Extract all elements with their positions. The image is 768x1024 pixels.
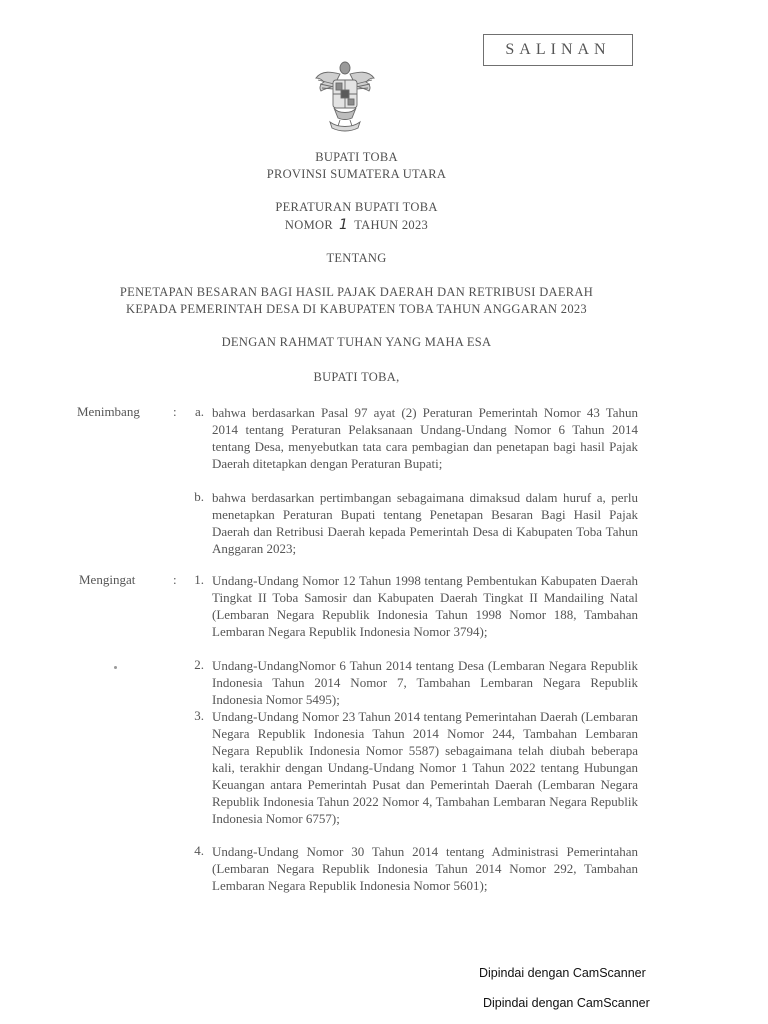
mengingat-marker-2: 2. (194, 657, 204, 672)
menimbang-marker-b: b. (194, 489, 204, 504)
salinan-label: SALINAN (505, 41, 611, 58)
menimbang-item-a: bahwa berdasarkan Pasal 97 ayat (2) Peraturan Pemerintah Nomor 43 Tahun 2014 tentang Peraturan Pelaksanaan Undang-Undang Nomor 6 Tahun 2014 tentang Desa, menyebutkan tata cara pembagian dan penetapan bagi hasil Pajak Daerah ditetapkan dengan Peraturan Bupati; (212, 405, 638, 471)
mengingat-marker-4: 4. (194, 843, 204, 858)
garuda-emblem-icon (312, 56, 378, 136)
menimbang-label: Menimbang (77, 404, 140, 419)
tentang-heading: TENTANG (326, 251, 387, 265)
province-title: PROVINSI SUMATERA UTARA (266, 167, 447, 181)
regent-salutation: BUPATI TOBA, (313, 370, 400, 384)
mengingat-marker-1: 1. (194, 572, 204, 587)
regent-title: BUPATI TOBA (315, 150, 398, 164)
regulation-number (0, 217, 713, 233)
menimbang-marker-a: a. (194, 404, 204, 419)
nomor-prefix: NOMOR (284, 218, 333, 232)
mengingat-colon: : (173, 572, 177, 587)
nomor-suffix: TAHUN 2023 (354, 218, 429, 232)
blessing-line: DENGAN RAHMAT TUHAN YANG MAHA ESA (221, 335, 492, 349)
mengingat-item-2: Undang-UndangNomor 6 Tahun 2014 tentang Desa (Lembaran Negara Republik Indonesia Tahun 2014 Nomor 7, Tambahan Lembaran Negara Republik Indonesia Nomor 5495); (212, 658, 638, 707)
mengingat-marker-3: 3. (194, 708, 204, 723)
mengingat-label: Mengingat (79, 572, 136, 587)
menimbang-colon: : (173, 404, 177, 419)
scan-speck (114, 666, 117, 669)
mengingat-item-3: Undang-Undang Nomor 23 Tahun 2014 tentang Pemerintahan Daerah (Lembaran Negara Republik Indonesia Tahun 2014 Nomor 244, Tambahan Lembaran Negara Republik Indonesia Nomor 5587) sebagaimana telah diubah beberapa kali, terakhir dengan Undang-Undang Nomor 1 Tahun 2022 tentang Hubungan Keuangan antara Pemerintah Pusat dan Pemerintah Daerah (Lembaran Negara Republik Indonesia Tahun 2022 Nomor 4, Tambahan Lembaran Negara Republik Indonesia Nomor 6757); (212, 709, 638, 826)
scanner-watermark-2: Dipindai dengan CamScanner (483, 996, 650, 1010)
regulation-title: PERATURAN BUPATI TOBA (275, 200, 438, 214)
scanner-watermark-1: Dipindai dengan CamScanner (479, 966, 646, 980)
subject-line-1: PENETAPAN BESARAN BAGI HASIL PAJAK DAERAH DAN RETRIBUSI DAERAH (119, 285, 594, 299)
mengingat-item-1: Undang-Undang Nomor 12 Tahun 1998 tentang Pembentukan Kabupaten Daerah Tingkat II Toba Samosir dan Kabupaten Daerah Tingkat II Mandailing Natal (Lembaran Negara Republik Indonesia Tahun 1998 Nomor 188, Tambahan Lembaran Negara Republik Indonesia Nomor 3794); (212, 573, 638, 639)
subject-line-2: KEPADA PEMERINTAH DESA DI KABUPATEN TOBA TAHUN ANGGARAN 2023 (126, 302, 587, 316)
mengingat-item-4: Undang-Undang Nomor 30 Tahun 2014 tentang Administrasi Pemerintahan (Lembaran Negara Republik Indonesia Tahun 2014 Nomor 292, Tambahan Lembaran Negara Republik Indonesia Nomor 5601); (212, 844, 638, 893)
salinan-stamp (483, 34, 633, 66)
nomor-value: 1 (338, 217, 349, 233)
menimbang-item-b: bahwa berdasarkan pertimbangan sebagaimana dimaksud dalam huruf a, perlu menetapkan Peraturan Bupati tentang Penetapan Besaran Bagi Hasil Pajak Daerah dan Retribusi Daerah kepada Pemerintah Desa di Kabupaten Toba Tahun Anggaran 2023; (212, 490, 638, 556)
